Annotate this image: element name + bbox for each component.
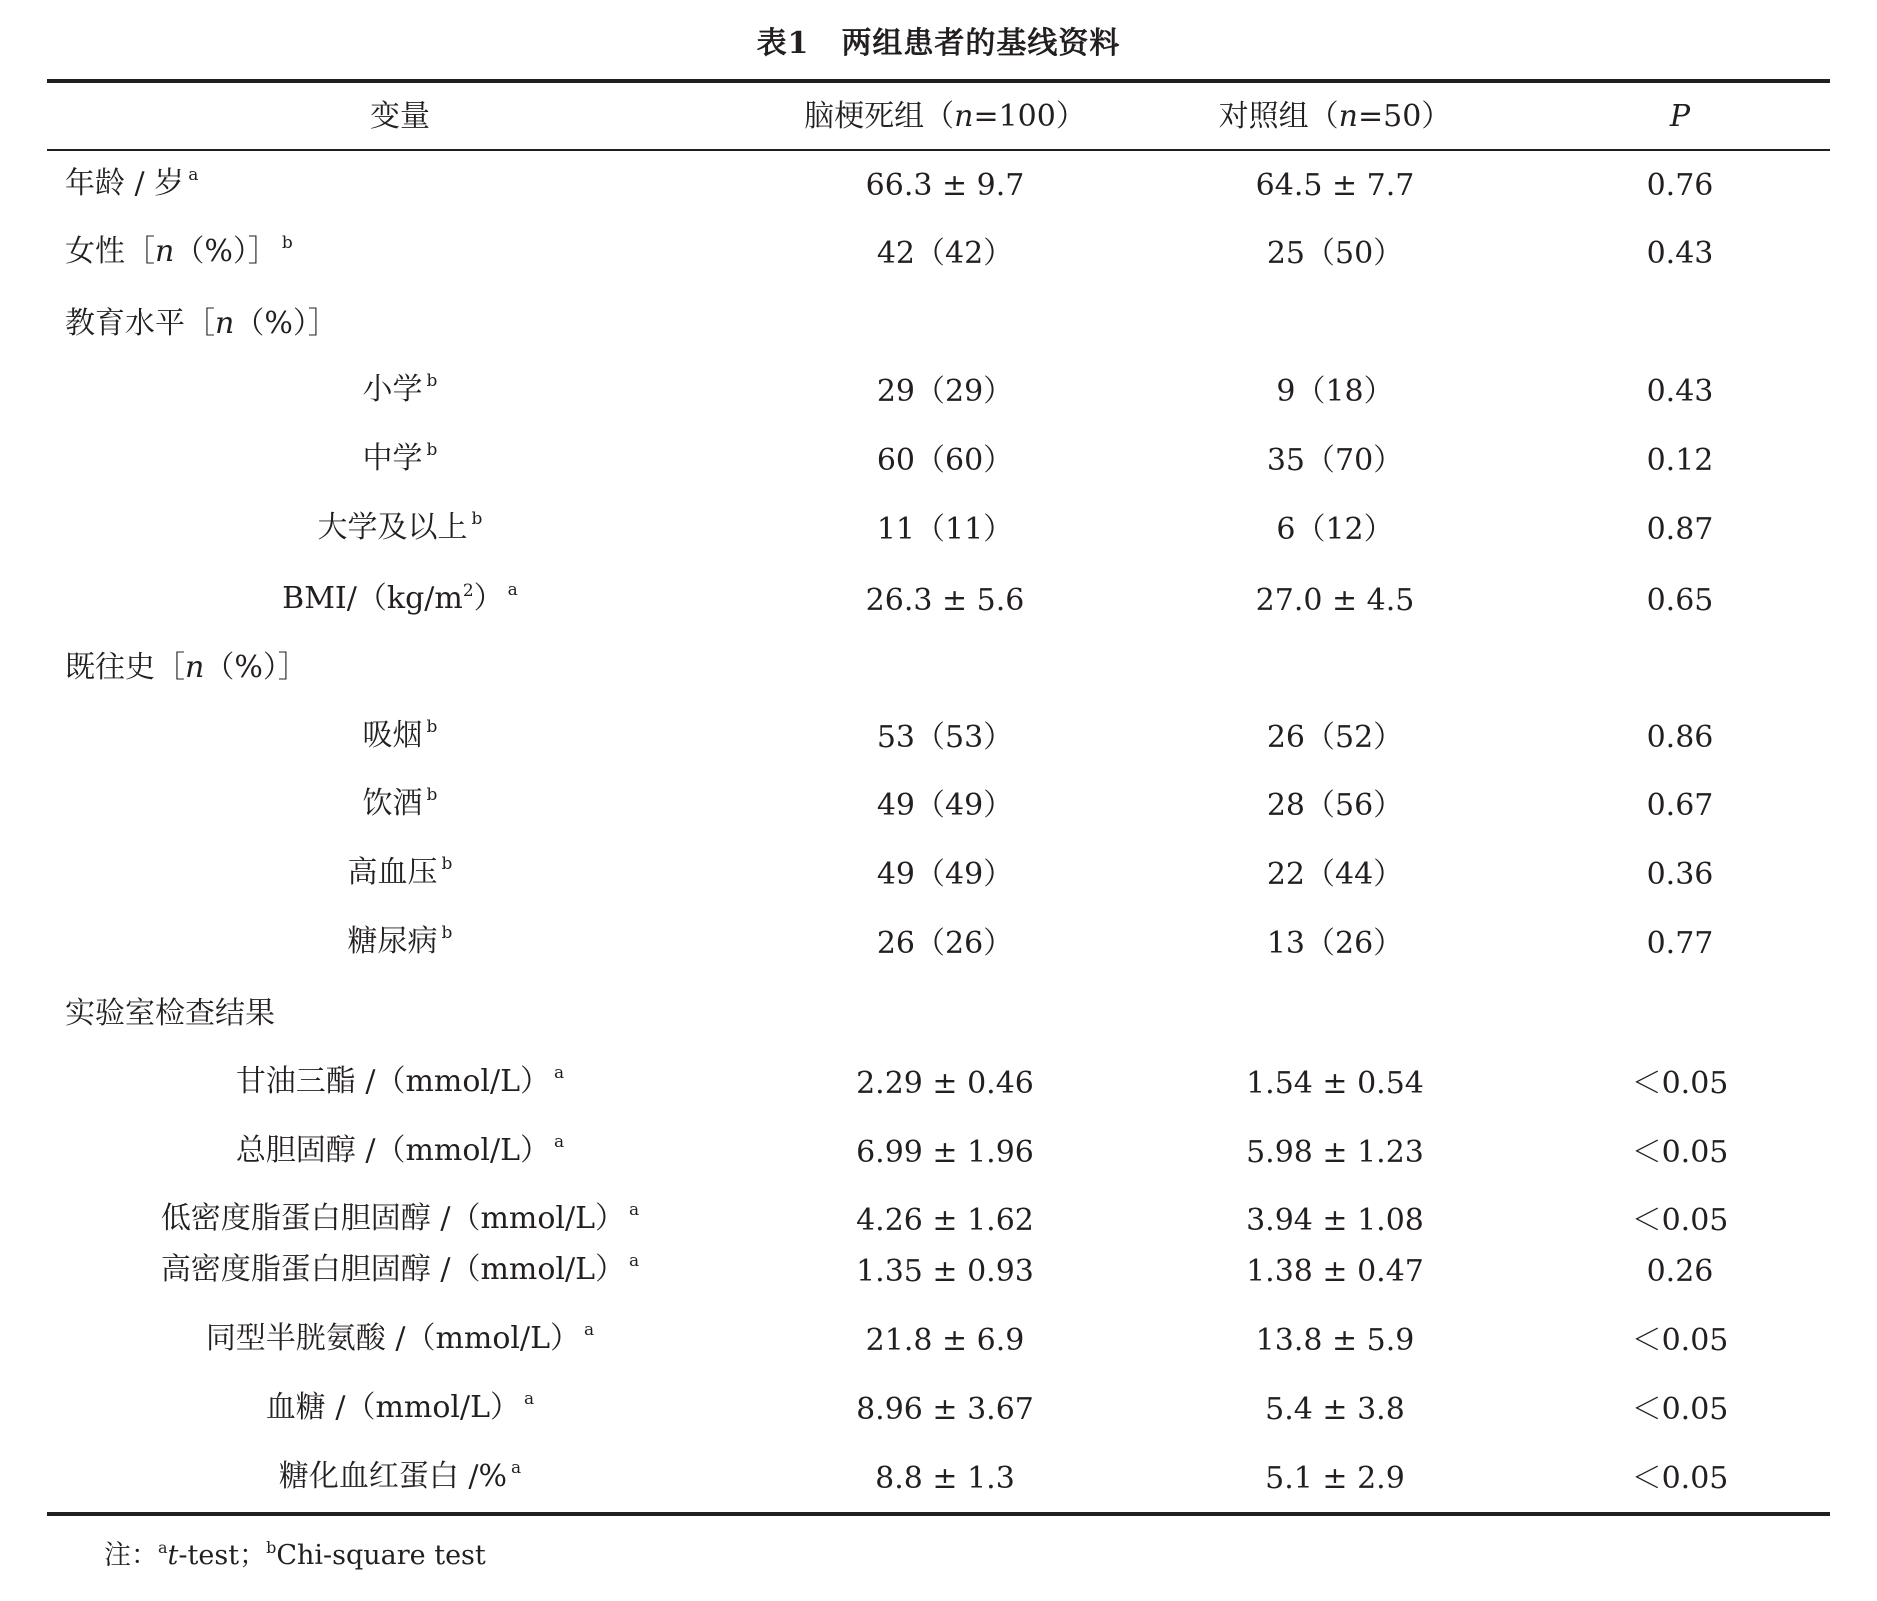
- cell-control-group: 13（26）: [1266, 926, 1404, 961]
- cell-p-value: 0.26: [1646, 1254, 1714, 1289]
- cell-p-value: 0.65: [1646, 583, 1714, 618]
- cell-infarction-group: 60（60）: [876, 443, 1014, 478]
- cell-infarction-group: 8.8 ± 1.3: [875, 1461, 1015, 1496]
- header-variable: 变量: [370, 99, 430, 134]
- cell-control-group: 5.98 ± 1.23: [1246, 1135, 1424, 1170]
- cell-p-value: 0.43: [1646, 374, 1714, 409]
- cell-control-group: 25（50）: [1266, 236, 1404, 271]
- cell-p-value: 0.36: [1646, 857, 1714, 892]
- cell-p-value: 0.87: [1646, 512, 1714, 547]
- cell-control-group: 13.8 ± 5.9: [1255, 1323, 1415, 1358]
- footnote-mark: a: [629, 1200, 640, 1220]
- cell-control-group: 6（12）: [1276, 512, 1394, 547]
- cell-control-group: 64.5 ± 7.7: [1255, 168, 1415, 203]
- cell-control-group: 26（52）: [1266, 720, 1404, 755]
- row-label: 总胆固醇 /（mmol/L） $^a$: [235, 1132, 565, 1168]
- cell-infarction-group: 2.29 ± 0.46: [856, 1066, 1034, 1101]
- row-label: BMI/$(kg/m^2)$ $^a$: [282, 580, 518, 616]
- row-label: 高密度脂蛋白胆固醇 /（mmol/L） $^a$: [160, 1251, 640, 1287]
- cell-p-value: ＜0.05: [1631, 1203, 1729, 1238]
- row-label: 中学 $^b$: [362, 440, 438, 476]
- footnote-mark: b: [426, 371, 438, 391]
- cell-infarction-group: 6.99 ± 1.96: [856, 1135, 1034, 1170]
- cell-p-value: 0.12: [1646, 443, 1714, 478]
- row-label: 高血压 $^b$: [347, 854, 453, 890]
- cell-infarction-group: 26（26）: [876, 926, 1014, 961]
- footnote-mark: b: [471, 509, 483, 529]
- footnote-mark: a: [554, 1063, 565, 1083]
- cell-p-value: ＜0.05: [1631, 1066, 1729, 1101]
- row-label: 大学及以上 $^b$: [317, 509, 483, 545]
- cell-control-group: 22（44）: [1266, 857, 1404, 892]
- footnote-mark: a: [629, 1251, 640, 1271]
- table-caption: [0, 18, 1877, 62]
- table-footnote: 注：$^a$t-test；$^b$Chi-square test: [104, 1538, 486, 1571]
- row-label: 低密度脂蛋白胆固醇 /（mmol/L） $^a$: [160, 1200, 640, 1236]
- cell-infarction-group: 21.8 ± 6.9: [865, 1323, 1025, 1358]
- cell-p-value: 0.86: [1646, 720, 1714, 755]
- footnote-mark: b: [441, 854, 453, 874]
- row-label: 糖尿病 $^b$: [347, 923, 453, 959]
- cell-infarction-group: 53（53）: [876, 720, 1014, 755]
- cell-p-value: 0.76: [1646, 168, 1714, 203]
- row-label: 饮酒 $^b$: [362, 785, 438, 821]
- cell-control-group: 9（18）: [1276, 374, 1394, 409]
- cell-control-group: 1.54 ± 0.54: [1246, 1066, 1424, 1101]
- cell-infarction-group: 49（49）: [876, 788, 1014, 823]
- row-label: 教育水平［n（%）］: [65, 306, 338, 341]
- cell-control-group: 28（56）: [1266, 788, 1404, 823]
- table-top-rule: [47, 79, 1830, 83]
- cell-infarction-group: 4.26 ± 1.62: [856, 1203, 1034, 1238]
- footnote-mark: a: [584, 1320, 595, 1340]
- cell-infarction-group: 26.3 ± 5.6: [865, 583, 1025, 618]
- cell-infarction-group: 66.3 ± 9.7: [865, 168, 1025, 203]
- cell-control-group: 1.38 ± 0.47: [1246, 1254, 1424, 1289]
- footnote-mark: b: [426, 785, 438, 805]
- footnote-mark: b: [426, 717, 438, 737]
- footnote-mark: a: [524, 1389, 535, 1409]
- cell-p-value: ＜0.05: [1631, 1135, 1729, 1170]
- cell-infarction-group: 11（11）: [876, 512, 1014, 547]
- cell-infarction-group: 8.96 ± 3.67: [856, 1392, 1034, 1427]
- footnote-mark: a: [507, 580, 518, 600]
- row-label: 年龄 / 岁 $^a$: [65, 165, 199, 201]
- footnote-mark: a: [188, 165, 199, 185]
- footnote-mark: b: [426, 440, 438, 460]
- cell-control-group: 3.94 ± 1.08: [1246, 1203, 1424, 1238]
- row-label: 女性［n（%）］ $^b$: [65, 233, 293, 269]
- cell-infarction-group: 49（49）: [876, 857, 1014, 892]
- row-label: 实验室检查结果: [65, 996, 275, 1031]
- table-header-rule: [47, 149, 1830, 151]
- footnote-mark: b: [441, 923, 453, 943]
- row-label: 甘油三酯 /（mmol/L） $^a$: [235, 1063, 565, 1099]
- footnote-mark: a: [511, 1458, 522, 1478]
- cell-control-group: 27.0 ± 4.5: [1255, 583, 1415, 618]
- footnote-mark: a: [554, 1132, 565, 1152]
- table-number: 表1: [756, 26, 810, 61]
- header-infarction-group: 脑梗死组（n=100）: [804, 99, 1086, 134]
- cell-infarction-group: 29（29）: [876, 374, 1014, 409]
- cell-p-value: 0.67: [1646, 788, 1714, 823]
- cell-p-value: ＜0.05: [1631, 1323, 1729, 1358]
- row-label: 既往史［n（%）］: [65, 650, 308, 685]
- header-p-value: P: [1669, 99, 1691, 134]
- cell-control-group: 35（70）: [1266, 443, 1404, 478]
- cell-p-value: 0.77: [1646, 926, 1714, 961]
- row-label: 小学 $^b$: [362, 371, 438, 407]
- cell-control-group: 5.1 ± 2.9: [1265, 1461, 1405, 1496]
- table-bottom-rule: [47, 1512, 1830, 1516]
- header-control-group: 对照组（n=50）: [1218, 99, 1452, 134]
- cell-control-group: 5.4 ± 3.8: [1265, 1392, 1405, 1427]
- cell-p-value: 0.43: [1646, 236, 1714, 271]
- row-label: 同型半胱氨酸 /（mmol/L） $^a$: [205, 1320, 595, 1356]
- row-label: 糖化血红蛋白 /% $^a$: [278, 1458, 522, 1494]
- cell-infarction-group: 1.35 ± 0.93: [856, 1254, 1034, 1289]
- row-label: 血糖 /（mmol/L） $^a$: [265, 1389, 535, 1425]
- row-label: 吸烟 $^b$: [362, 717, 438, 753]
- cell-infarction-group: 42（42）: [876, 236, 1014, 271]
- cell-p-value: ＜0.05: [1631, 1461, 1729, 1496]
- table-title: 两组患者的基线资料: [841, 26, 1121, 61]
- footnote-mark: b: [281, 233, 293, 253]
- cell-p-value: ＜0.05: [1631, 1392, 1729, 1427]
